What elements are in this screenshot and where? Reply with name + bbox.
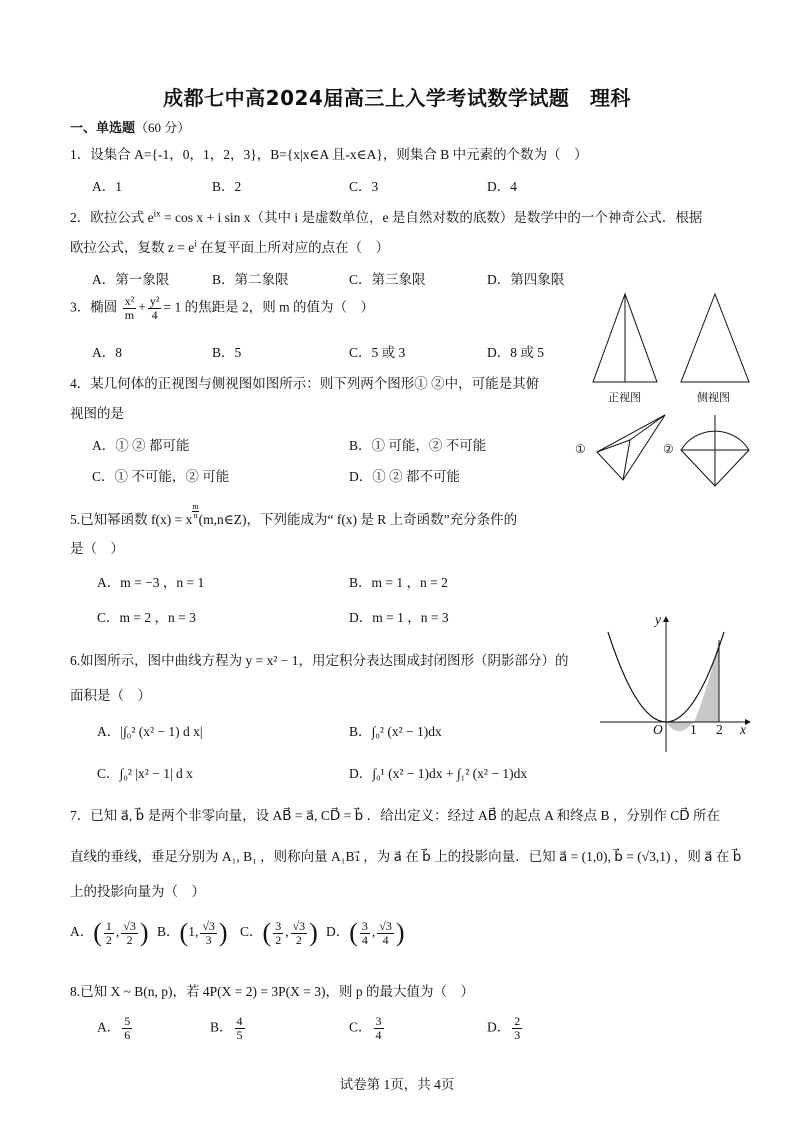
graph-x-label: x	[740, 722, 746, 737]
top-view-1-edge	[630, 415, 665, 440]
section-score: （60 分）	[135, 120, 191, 135]
q5-line2: 是（ ）	[70, 541, 124, 556]
graph-y-label: y	[655, 612, 661, 627]
q3-option-a: A．8	[92, 345, 122, 360]
q5-option-b: B．m = 1 ，n = 2	[349, 575, 448, 590]
q7-line3: 上的投影向量为（ ）	[70, 884, 205, 899]
q2-option-b: B．第二象限	[212, 272, 289, 287]
q3-frac-y: $\frac{\text{y²}}{4}$	[149, 294, 160, 322]
q5-option-d: D．m = 1 ，n = 3	[349, 610, 449, 625]
q1-option-b: B．2	[212, 179, 242, 194]
q7-option-a: A．( $\frac{1}{2}$ , $\frac{√3}{2}$ )	[70, 918, 149, 947]
q3-option-b: B．5	[212, 345, 242, 360]
q1-option-c: C．3	[349, 179, 379, 194]
q6-option-c: C．∫₀² |x² − 1| d x	[97, 766, 193, 781]
q5-option-a: A．m = −3 ，n = 1	[97, 575, 205, 590]
q1-option-a: A．1	[92, 179, 122, 194]
top-view-1-outer	[597, 415, 665, 480]
q3-option-d: D．8 或 5	[487, 345, 544, 360]
q8-option-b: B． $\frac{4}{5}$	[210, 1014, 243, 1042]
section-title: 一、单选题	[70, 121, 136, 136]
top-view-1-edge	[597, 440, 630, 452]
page-footer: 试卷第 1页，共 4页	[339, 1077, 455, 1092]
q4-option-b: B．① 可能，② 不可能	[349, 438, 487, 453]
q6-option-d: D．∫₀¹ (x² − 1)dx + ∫₁² (x² − 1)dx	[349, 766, 528, 781]
q8-option-c: C． $\frac{3}{4}$	[349, 1014, 382, 1042]
graph-tick-1: 1	[690, 722, 697, 737]
front-view-label: 正视图	[608, 391, 641, 404]
graph-origin-label: O	[653, 722, 663, 737]
q6-option-a: A．|∫₀² (x² − 1) d x|	[97, 724, 203, 739]
q4-option-c: C．① 不可能，② 可能	[92, 469, 230, 484]
q4-option-a: A．① ② 都可能	[92, 438, 190, 453]
q7-line2: 直线的垂线，垂足分别为 A₁, B₁ ，则称向量 A₁B₁⃗ ，为 a⃗ 在 b⃗ 上的投影向量．已知 a⃗ = (1,0), b⃗ = (√3,1) ，则 a⃗ 在 b⃗	[70, 849, 742, 864]
q7-option-c: C．( $\frac{3}{2}$ , $\frac{√3}{2}$ )	[240, 918, 318, 947]
graph-tick-2: 2	[716, 722, 723, 737]
q8-option-d: D． $\frac{2}{3}$	[487, 1014, 521, 1042]
q3-frac-x: $\frac{\text{x²}}{m}$	[124, 294, 135, 322]
q2-line1: 2．欧拉公式 $e^{ix} = \cos x + i$ sin x（其中 i 是虚数单位，e 是自然对数的底数）是数学中的一个神奇公式．根据	[70, 208, 703, 225]
q8-stem: 8.已知 X ~ B(n, p)，若 4P(X = 2) = 3P(X = 3)，则 p 的最大值为（ ）	[70, 984, 475, 999]
q2-line2: 欧拉公式，复数 $z = e^i$ 在复平面上所对应的点在（ ）	[70, 238, 390, 255]
q2-option-d: D．第四象限	[487, 272, 565, 287]
q5-option-c: C．m = 2 ，n = 3	[97, 610, 196, 625]
q7-option-d: D．( $\frac{3}{4}$ , $\frac{√3}{4}$ )	[326, 918, 405, 947]
figure-mark-1: ①	[575, 442, 586, 456]
q3-stem: 3．椭圆 $\frac{\text{x²}}{m}$ + $\frac{\text{y²}}{4}$ = 1 的焦距是 2，则 m 的值为（ ）	[70, 294, 374, 322]
q3-option-c: C．5 或 3	[349, 345, 406, 360]
q2-option-c: C．第三象限	[349, 272, 426, 287]
q4-line2: 视图的是	[70, 406, 124, 421]
q7-option-b: B．(1, $\frac{√3}{3}$ )	[157, 918, 228, 947]
section-heading	[70, 117, 190, 136]
q4-option-d: D．① ② 都不可能	[349, 469, 460, 484]
q6-option-b: B．∫₀² (x² − 1)dx	[349, 724, 442, 739]
q6-line1: 6.如图所示，图中曲线方程为 y = x² − 1，用定积分表达围成封闭图形（阴影部分）的	[70, 653, 569, 668]
q7-line1: 7．已知 a⃗, b⃗ 是两个非零向量，设 AB⃗ = a⃗, CD⃗ = b⃗ ．给出定义：经过 AB⃗ 的起点 A 和终点 B ，分别作 CD⃗ 所在	[70, 808, 720, 823]
q2-option-a: A．第一象限	[92, 272, 170, 287]
q1-option-d: D．4	[487, 179, 517, 194]
figure-mark-2: ②	[663, 442, 674, 456]
side-view-triangle	[681, 294, 749, 382]
q8-option-a: A． $\frac{5}{6}$	[97, 1014, 131, 1042]
q6-graph	[600, 612, 760, 757]
shaded-region-right	[694, 640, 719, 722]
side-view-label: 侧视图	[697, 391, 730, 404]
page-title: 成都七中高2024届高三上入学考试数学试题 理科	[163, 86, 631, 110]
q5-line1: 5.已知幂函数 f(x) = x $^{\frac{m}{n}}$ (m,n∈Z)，下列能成为“ f(x) 是 R 上奇函数”充分条件的	[70, 502, 518, 527]
q4-line1: 4．某几何体的正视图与侧视图如图所示：则下列两个图形① ②中，可能是其俯	[70, 376, 540, 391]
q6-line2: 面积是（ ）	[70, 688, 151, 703]
q1-stem: 1．设集合 A={-1，0，1，2，3}，B={x|x∈A 且-x∈A}，则集合 B 中元素的个数为（ ）	[70, 147, 588, 162]
